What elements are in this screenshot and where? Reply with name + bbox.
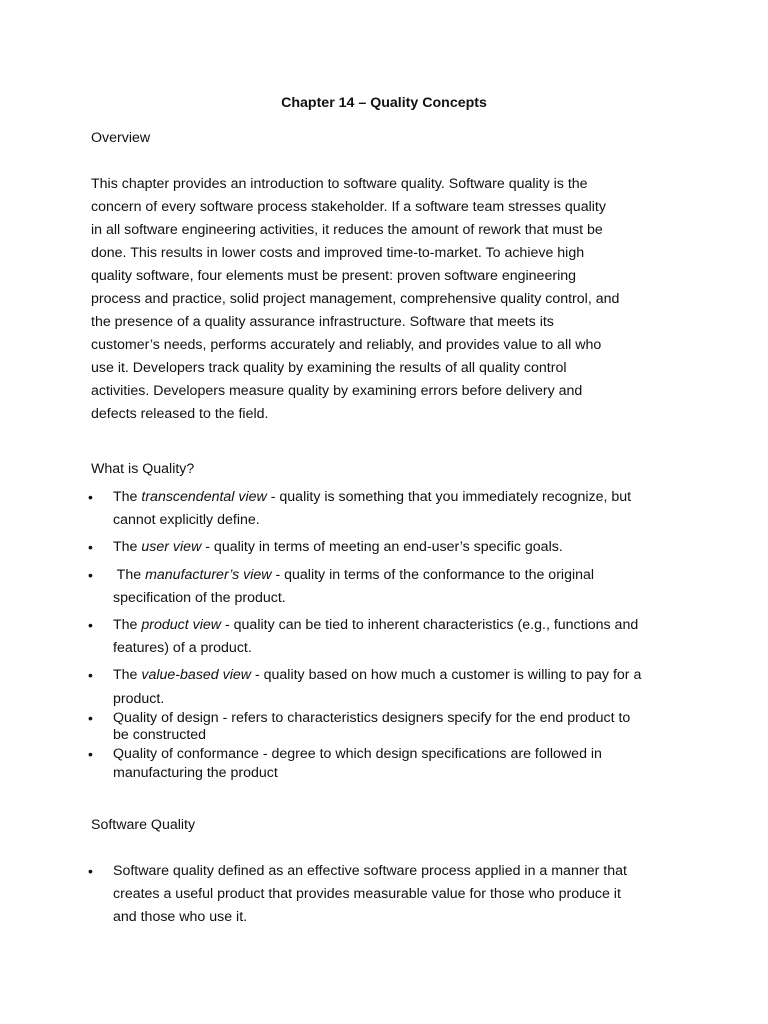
- list-item: [113, 666, 641, 684]
- bullet-icon: •: [88, 710, 93, 726]
- item-text: - quality based on how much a customer is willing to pay for a: [251, 667, 642, 683]
- item-term: product view: [141, 617, 222, 633]
- list-item: Quality of conformance - degree to which design specifications are followed in: [113, 746, 602, 762]
- page-title: Chapter 14 – Quality Concepts: [281, 95, 487, 111]
- paragraph-line: defects released to the field.: [91, 406, 269, 422]
- item-term: user view: [141, 539, 202, 555]
- list-item: Software quality defined as an effective software process applied in a manner that: [113, 863, 627, 879]
- bullet-icon: •: [88, 863, 93, 879]
- list-item-continuation: be constructed: [113, 727, 207, 743]
- paragraph-line: concern of every software process stakeholder. If a software team stresses quality: [91, 199, 606, 215]
- bullet-icon: •: [88, 617, 93, 633]
- item-term: transcendental view: [141, 489, 267, 505]
- paragraph-line: customer’s needs, performs accurately and reliably, and provides value to all who: [91, 337, 602, 353]
- list-item: [113, 566, 594, 584]
- paragraph-line: the presence of a quality assurance infrastructure. Software that meets its: [91, 314, 554, 330]
- item-text: - quality is something that you immediately recognize, but: [266, 489, 632, 505]
- list-item: [113, 538, 563, 556]
- paragraph-line: use it. Developers track quality by examining the results of all quality control: [91, 360, 567, 376]
- paragraph-line: activities. Developers measure quality by examining errors before delivery and: [91, 383, 583, 399]
- item-prefix: The: [113, 667, 142, 683]
- bullet-icon: •: [88, 567, 93, 583]
- list-item-continuation: cannot explicitly define.: [113, 512, 260, 528]
- list-item-continuation: and those who use it.: [113, 909, 248, 925]
- list-item: Quality of design - refers to characteristics designers specify for the end product to: [113, 710, 631, 726]
- paragraph-line: process and practice, solid project management, comprehensive quality control, and: [91, 291, 620, 307]
- list-item-continuation: manufacturing the product: [113, 765, 278, 781]
- bullet-icon: •: [88, 489, 93, 505]
- what-is-quality-heading: What is Quality?: [91, 461, 195, 477]
- item-prefix: The: [113, 489, 142, 505]
- item-prefix: The: [113, 539, 142, 555]
- item-prefix: The: [113, 567, 146, 583]
- software-quality-heading: Software Quality: [91, 817, 196, 833]
- bullet-icon: •: [88, 667, 93, 683]
- bullet-icon: •: [88, 746, 93, 762]
- paragraph-line: done. This results in lower costs and improved time-to-market. To achieve high: [91, 245, 585, 261]
- paragraph-line: quality software, four elements must be present: proven software engineering: [91, 268, 577, 284]
- bullet-icon: •: [88, 539, 93, 555]
- list-item: [113, 616, 638, 634]
- list-item: [113, 488, 631, 506]
- item-text: - quality can be tied to inherent characteristics (e.g., functions and: [221, 617, 639, 633]
- item-text: - quality in terms of the conformance to the original: [271, 567, 595, 583]
- paragraph-line: in all software engineering activities, it reduces the amount of rework that must be: [91, 222, 603, 238]
- list-item-continuation: creates a useful product that provides measurable value for those who produce it: [113, 886, 621, 902]
- overview-heading: Overview: [91, 130, 151, 146]
- list-item-continuation: product.: [113, 691, 165, 707]
- list-item-continuation: features) of a product.: [113, 640, 252, 656]
- item-prefix: The: [113, 617, 142, 633]
- item-term: value-based view: [141, 667, 252, 683]
- item-text: - quality in terms of meeting an end-user’s specific goals.: [201, 539, 563, 555]
- paragraph-line: This chapter provides an introduction to software quality. Software quality is the: [91, 176, 588, 192]
- item-term: manufacturer’s view: [145, 567, 272, 583]
- list-item-continuation: specification of the product.: [113, 590, 286, 606]
